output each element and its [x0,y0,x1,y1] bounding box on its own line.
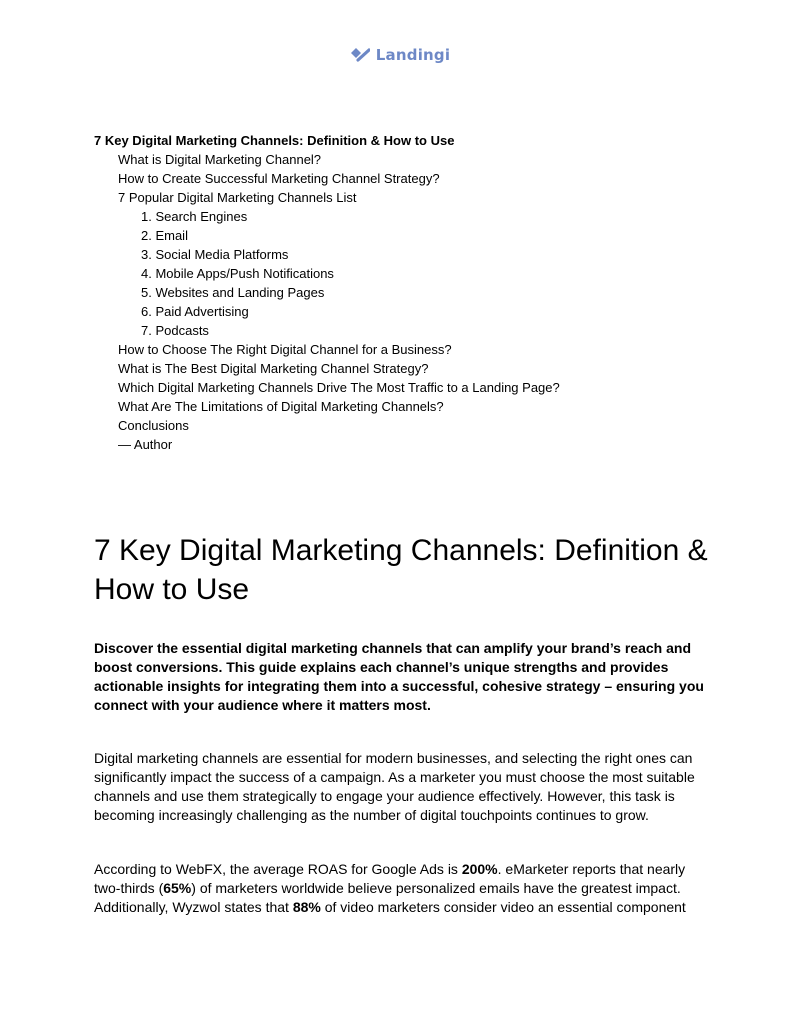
toc-subitem[interactable]: 6. Paid Advertising [141,304,249,319]
toc-item[interactable]: 7 Popular Digital Marketing Channels List [118,190,357,205]
landingi-logo-icon [350,47,370,63]
toc-subitem[interactable]: 4. Mobile Apps/Push Notifications [141,266,334,281]
toc-title[interactable]: 7 Key Digital Marketing Channels: Definition & How to Use [94,133,455,148]
toc-subitem[interactable]: 1. Search Engines [141,209,248,224]
paragraph-text: According to WebFX, the average ROAS for Google Ads is [94,861,462,877]
toc-item[interactable]: What is The Best Digital Marketing Channel Strategy? [118,361,429,376]
toc-subitem[interactable]: 3. Social Media Platforms [141,247,289,262]
toc-subitem[interactable]: 2. Email [141,228,188,243]
paragraph-text: . eMarketer reports that nearly two-thirds ( [94,861,686,896]
article-paragraph: Digital marketing channels are essential for modern businesses, and selecting the right ones can significantly impact the success of a campaign. As a marketer you must choose the most suitable channels and use them strategically to engage your audience effectively. However, this task is becoming increasingly challenging as the number of digital touchpoints continues to grow. [94,750,695,823]
toc-item[interactable]: How to Create Successful Marketing Channel Strategy? [118,171,440,186]
toc-subitem[interactable]: 7. Podcasts [141,323,209,338]
article-paragraph-stats [94,860,709,917]
stat-personalized-emails: 65% [163,880,192,896]
toc-item[interactable]: — Author [118,437,173,452]
article-lede: Discover the essential digital marketing channels that can amplify your brand’s reach and boost conversions. This guide explains each channel’s unique strengths and provides actionable insights for integrating them into a successful, cohesive strategy – ensuring you connect with your audience where it matters most. [94,640,704,713]
paragraph-text: of video marketers consider video an essential component [320,899,686,915]
paragraph-text: ) of marketers worldwide believe personalized emails have the greatest impact. Additionally, Wyzwol states that [94,880,681,915]
table-of-contents [94,131,714,454]
stat-google-ads-roas: 200% [461,861,498,877]
toc-item[interactable]: What is Digital Marketing Channel? [118,152,322,167]
brand-name: Landingi [375,46,451,64]
stat-video-marketers: 88% [292,899,321,915]
toc-item[interactable]: Conclusions [118,418,189,433]
toc-item[interactable]: How to Choose The Right Digital Channel for a Business? [118,342,452,357]
brand-logo [0,46,800,64]
article-title: 7 Key Digital Marketing Channels: Definition & How to Use [94,534,708,606]
toc-item[interactable]: What Are The Limitations of Digital Marketing Channels? [118,399,444,414]
toc-subitem[interactable]: 5. Websites and Landing Pages [141,285,325,300]
toc-item[interactable]: Which Digital Marketing Channels Drive The Most Traffic to a Landing Page? [118,380,560,395]
